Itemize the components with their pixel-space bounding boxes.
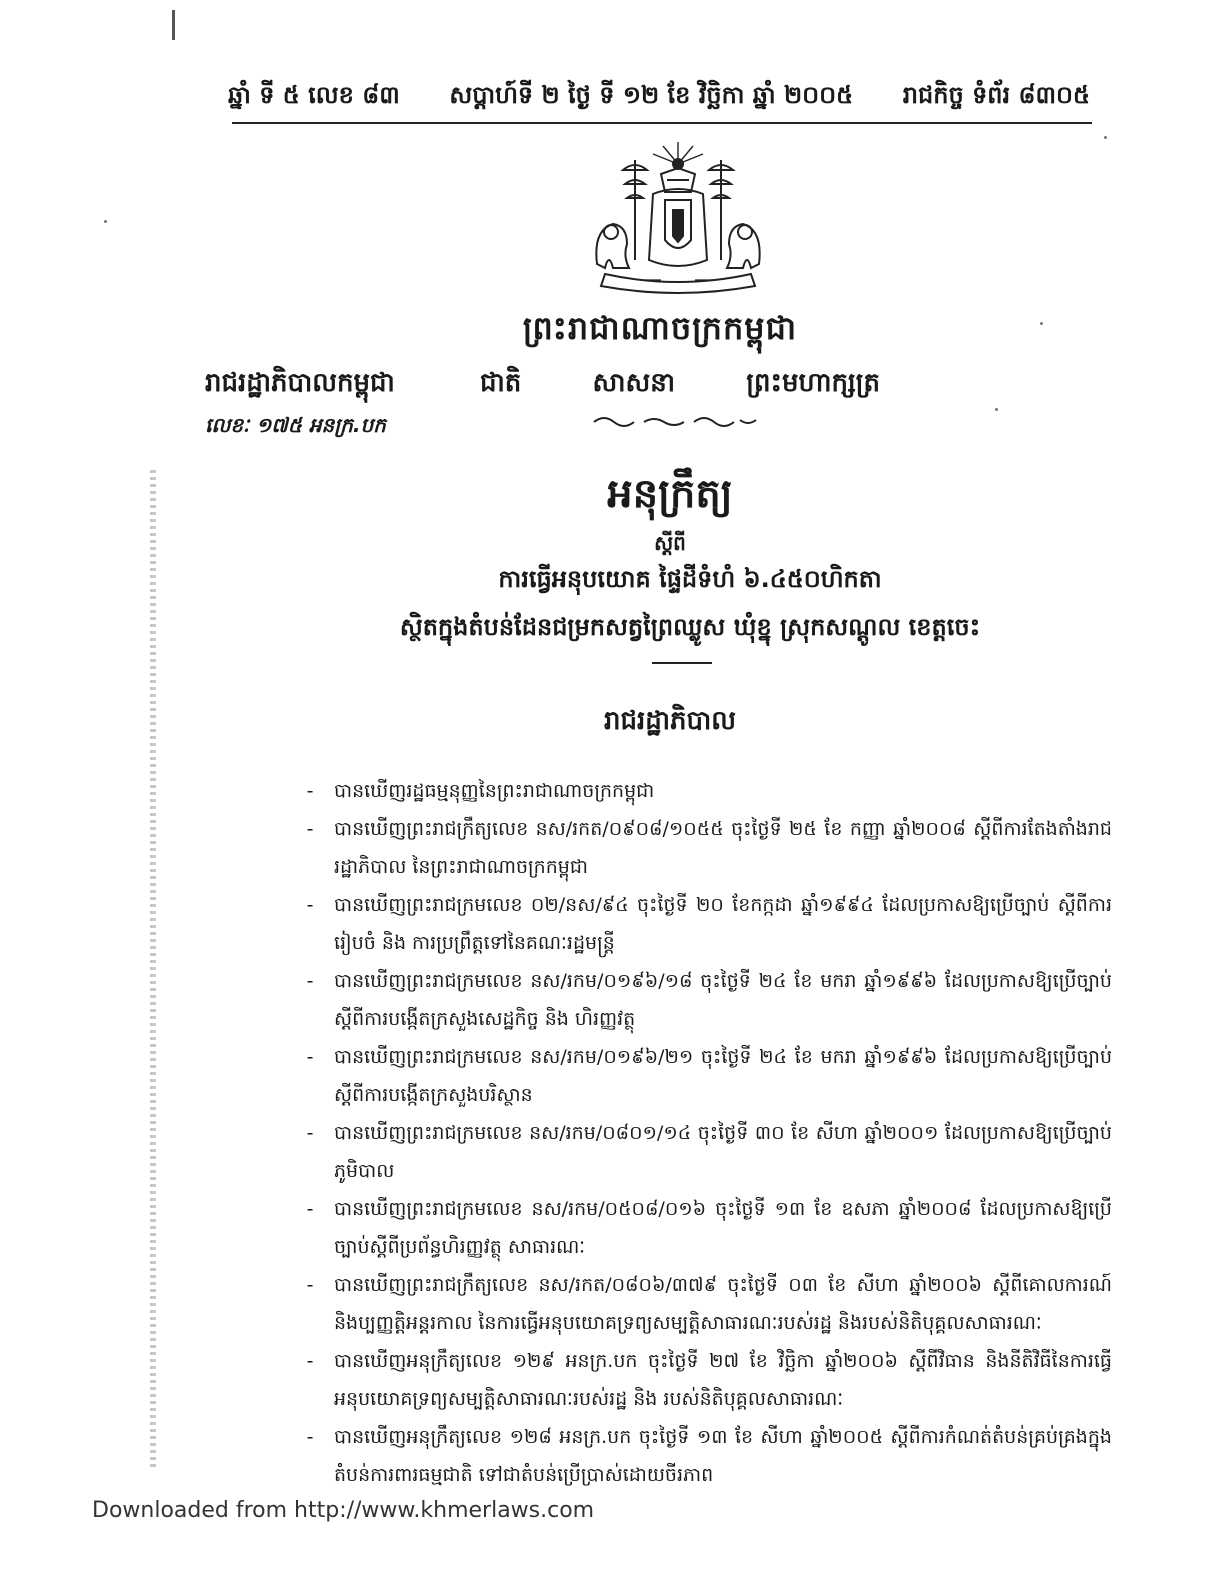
scan-mark [172, 10, 175, 40]
list-item: - បានឃើញព្រះរាជក្រមលេខ នស/រកម/០៥០៨/០១៦ ចុះថ្ងៃទី ១៣ ខែ ឧសភា ឆ្នាំ២០០៨ ដែលប្រកាសឱ្យប្រើច្បាប់ស្តីពីប្រព័ន្ធហិរញ្ញវត្ថុ សាធារណៈ [300, 1190, 1112, 1266]
motto-king: ព្រះមហាក្សត្រ [746, 368, 880, 398]
list-item: - បានឃើញរដ្ឋធម្មនុញ្ញនៃព្រះរាជាណាចក្រកម្ពុជា [300, 772, 1112, 810]
gazette-header [228, 80, 1090, 115]
bullet-icon: - [306, 1426, 314, 1448]
year-issue: ឆ្នាំ ទី ៥ លេខ ៨៣ [228, 81, 400, 109]
subject-line-2: ស្ថិតក្នុងតំបន់ដែនជម្រកសត្វព្រៃឈ្លូស ឃុំខ្នុ ស្រុកសណ្ដូល ខេត្តចេះ [399, 613, 981, 641]
bullet-icon: - [306, 780, 314, 802]
list-item: - បានឃើញព្រះរាជក្រមលេខ នស/រកម/០៨០១/១៤ ចុះថ្ងៃទី ៣០ ខែ សីហា ឆ្នាំ២០០១ ដែលប្រកាសឱ្យប្រើច្បាប់ភូមិបាល [300, 1114, 1112, 1190]
bullet-icon: - [306, 1046, 314, 1068]
motto-religion: សាសនា [592, 368, 676, 398]
list-item: - បានឃើញព្រះរាជក្រមលេខ នស/រកម/០១៩៦/២១ ចុះថ្ងៃទី ២៤ ខែ មករា ឆ្នាំ១៩៩៦ ដែលប្រកាសឱ្យប្រើច្បាប់ស្តីពីការបង្កើតក្រសួងបរិស្ថាន [300, 1038, 1112, 1114]
royal-emblem-icon [583, 140, 773, 300]
scan-noise-left [150, 470, 156, 1470]
list-item: - បានឃើញព្រះរាជក្រមលេខ នស/រកម/០១៩៦/១៨ ចុះថ្ងៃទី ២៤ ខែ មករា ឆ្នាំ១៩៩៦ ដែលប្រកាសឱ្យប្រើច្បាប់ស្តីពីការបង្កើតក្រសួងសេដ្ឋកិច្ច និង ហិរញ្ញវត្ថុ [300, 962, 1112, 1038]
bullet-icon: - [306, 970, 314, 992]
gazette-page: រាជកិច្ច ទំព័រ ៨៣០៥ [902, 81, 1090, 109]
bullet-icon: - [306, 1350, 314, 1372]
bullet-icon: - [306, 1198, 314, 1220]
document-type: អនុក្រឹត្យ [607, 471, 733, 517]
header-rule [232, 122, 1092, 124]
government-heading: រាជរដ្ឋាភិបាល [603, 706, 737, 736]
subject-label: ស្តីពី [654, 531, 686, 555]
scan-speck [1104, 136, 1107, 139]
list-item: - បានឃើញព្រះរាជក្រឹត្យលេខ នស/រកត/០៩០៨/១០៥៥ ចុះថ្ងៃទី ២៥ ខែ កញ្ញា ឆ្នាំ២០០៨ ស្តីពីការតែងតាំងរាជរដ្ឋាភិបាល នៃព្រះរាជាណាចក្រកម្ពុជា [300, 810, 1112, 886]
scan-speck [995, 408, 998, 411]
national-motto [480, 366, 880, 404]
scan-speck [104, 220, 107, 223]
bullet-icon: - [306, 818, 314, 840]
issue-date: សប្តាហ៍ទី ២ ថ្ងៃ ទី ១២ ខែ វិច្ឆិកា ឆ្នាំ ២០០៥ [449, 81, 854, 109]
bullet-icon: - [306, 894, 314, 916]
list-item: - បានឃើញព្រះរាជក្រមលេខ ០២/នស/៩៤ ចុះថ្ងៃទី ២០ ខែកក្កដា ឆ្នាំ១៩៩៤ ដែលប្រកាសឱ្យប្រើច្បាប់ ស្តីពីការរៀបចំ និង ការប្រព្រឹត្តទៅនៃគណៈរដ្ឋមន្ត្រី [300, 886, 1112, 962]
list-item: - បានឃើញព្រះរាជក្រឹត្យលេខ នស/រកត/០៨០៦/៣៧៩ ចុះថ្ងៃទី ០៣ ខែ សីហា ឆ្នាំ២០០៦ ស្តីពីគោលការណ៍ និងប្បញ្ញត្តិអន្តរកាល នៃការធ្វើអនុបយោគទ្រព្យសម្បត្តិសាធារណៈរបស់រដ្ឋ និងរបស់និតិបុគ្គលសាធារណៈ [300, 1266, 1112, 1342]
section-divider [652, 662, 712, 664]
reference-number: លេខៈ ១៧៥ អនក្រ.បក [205, 413, 386, 437]
ornament-divider-icon [590, 414, 760, 428]
bullet-icon: - [306, 1274, 314, 1296]
subject-line-1: ការធ្វើអនុបយោគ ផ្ទៃដីទំហំ ៦.៤៥០ហិកតា [498, 565, 882, 593]
scan-speck [1040, 322, 1043, 325]
list-item: - បានឃើញអនុក្រឹត្យលេខ ១២៨ អនក្រ.បក ចុះថ្ងៃទី ១៣ ខែ សីហា ឆ្នាំ២០០៥ ស្តីពីការកំណត់តំបន់គ្រប់គ្រងក្នុងតំបន់ការពារធម្មជាតិ ទៅជាតំបន់ប្រើប្រាស់ដោយចីរភាព [300, 1418, 1112, 1494]
government-label: រាជរដ្ឋាភិបាលកម្ពុជា [205, 368, 395, 398]
considerations-list [300, 772, 1112, 1494]
kingdom-title: ព្រះរាជាណាចក្រកម្ពុជា [522, 309, 798, 347]
download-source-footer: Downloaded from http://www.khmerlaws.com [92, 1498, 595, 1523]
list-item: - បានឃើញអនុក្រឹត្យលេខ ១២៩ អនក្រ.បក ចុះថ្ងៃទី ២៧ ខែ វិច្ឆិកា ឆ្នាំ២០០៦ ស្តីពីវិធាន និងនីតិវិធីនៃការធ្វើអនុបយោគទ្រព្យសម្បត្តិសាធារណៈរបស់រដ្ឋ និង របស់និតិបុគ្គលសាធារណៈ [300, 1342, 1112, 1418]
motto-nation: ជាតិ [480, 368, 522, 398]
bullet-icon: - [306, 1122, 314, 1144]
